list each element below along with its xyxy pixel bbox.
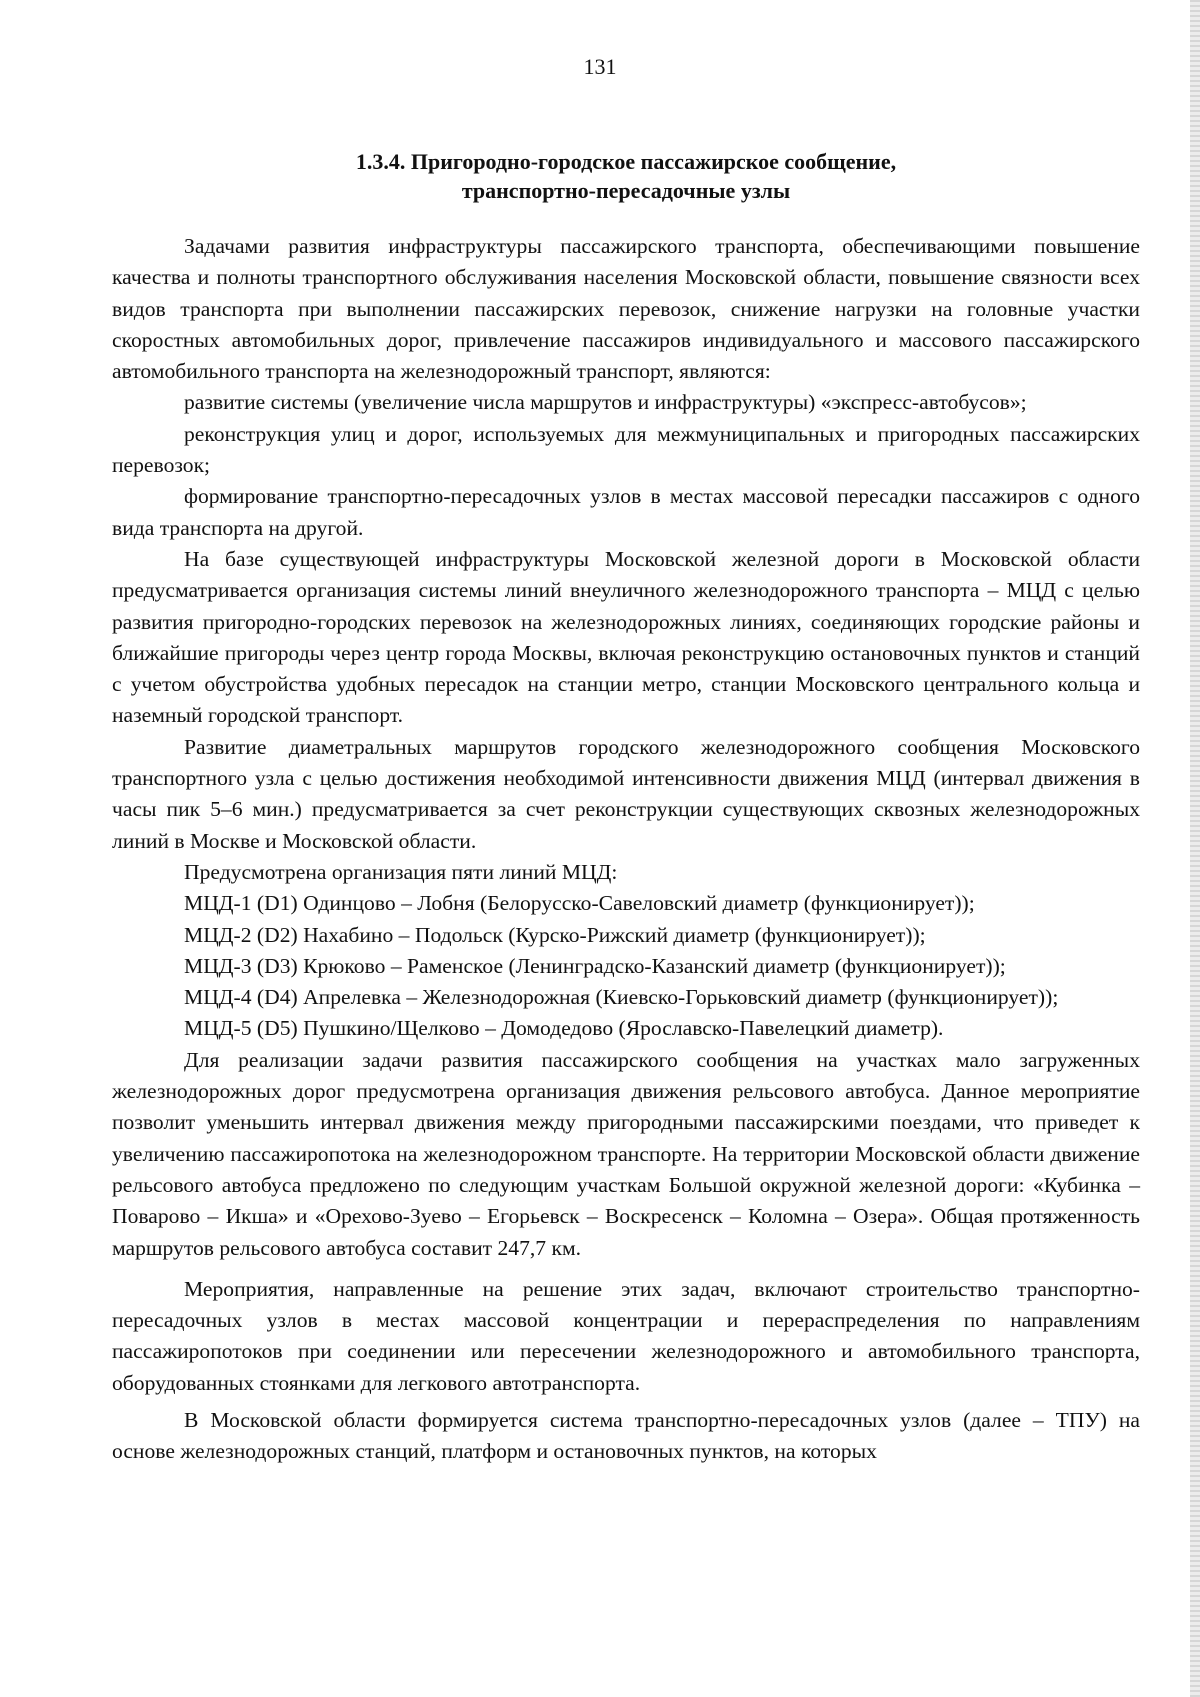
paragraph: Для реализации задачи развития пассажирского сообщения на участках мало загруженных железнодорожных дорог предусмотрена организация движения рельсового автобуса. Данное мероприятие позволит уменьшить интервал движения между пригородными пассажирскими поездами, что приведет к увеличению пассажиропотока на железнодорожном транспорте. На территории Московской области движение рельсового автобуса предложено по следующим участкам Большой окружной железной дороги: «Кубинка – Поварово – Икша» и «Орехово-Зуево – Егорьевск – Воскресенск – Коломна – Озера». Общая протяженность маршрутов рельсового автобуса составит 247,7 км.: [112, 1047, 1140, 1260]
list-item: МЦД-1 (D1) Одинцово – Лобня (Белорусско-Савеловский диаметр (функционирует));: [184, 891, 975, 916]
paragraph: На базе существующей инфраструктуры Московской железной дороги в Московской области предусматривается организация системы линий внеуличного железнодорожного транспорта – МЦД с целью развития пригородно-городских перевозок на железнодорожных линиях, соединяющих городские районы и ближайшие пригороды через центр города Москвы, включая реконструкцию остановочных пунктов и станций с учетом обустройства удобных пересадок на станции метро, станции Московского центрального кольца и наземный городской транспорт.: [112, 546, 1140, 728]
page-number: 131: [583, 54, 617, 79]
paragraph: Задачами развития инфраструктуры пассажирского транспорта, обеспечивающими повышение качества и полноты транспортного обслуживания населения Московской области, повышение связности всех видов транспорта при выполнении пассажирских перевозок, снижение нагрузки на головные участки скоростных автомобильных дорог, привлечение пассажиров индивидуального и массового пассажирского автомобильного транспорта на железнодорожный транспорт, являются:: [112, 234, 1140, 384]
section-heading-line-1: 1.3.4. Пригородно-городское пассажирское сообщение,: [355, 149, 897, 174]
list-item: МЦД-4 (D4) Апрелевка – Железнодорожная (Киевско-Горьковский диаметр (функционирует));: [184, 985, 1059, 1010]
list-item: МЦД-3 (D3) Крюково – Раменское (Ленинградско-Казанский диаметр (функционирует));: [184, 953, 1006, 978]
paragraph: В Московской области формируется система транспортно-пересадочных узлов (далее – ТПУ) на основе железнодорожных станций, платформ и остановочных пунктов, на которых: [112, 1407, 1140, 1464]
list-item: МЦД-5 (D5) Пушкино/Щелково – Домодедово (Ярославско-Павелецкий диаметр).: [184, 1016, 944, 1041]
paragraph: Предусмотрена организация пяти линий МЦД:: [184, 859, 618, 884]
scan-edge: [1190, 0, 1200, 1697]
list-item: формирование транспортно-пересадочных узлов в местах массовой пересадки пассажиров с одного вида транспорта на другой.: [112, 484, 1140, 540]
paragraph: Мероприятия, направленные на решение этих задач, включают строительство транспортно-пересадочных узлов в местах массовой концентрации и перераспределения по направлениям пассажиропотоков при соединении или пересечении железнодорожного и автомобильного транспорта, оборудованных стоянками для легкового автотранспорта.: [112, 1276, 1140, 1395]
section-heading-line-2: транспортно-пересадочные узлы: [461, 178, 791, 203]
body-text: [112, 231, 1140, 1468]
list-item: развитие системы (увеличение числа маршрутов и инфраструктуры) «экспресс-автобусов»;: [184, 390, 1027, 415]
list-item: реконструкция улиц и дорог, используемых для межмуниципальных и пригородных пассажирских перевозок;: [112, 421, 1140, 478]
list-item: МЦД-2 (D2) Нахабино – Подольск (Курско-Рижский диаметр (функционирует));: [184, 922, 926, 947]
paragraph: Развитие диаметральных маршрутов городского железнодорожного сообщения Московского транспортного узла с целью достижения необходимой интенсивности движения МЦД (интервал движения в часы пик 5–6 мин.) предусматривается за счет реконструкции существующих сквозных железнодорожных линий в Москве и Московской области.: [112, 734, 1140, 853]
section-heading: [112, 147, 1140, 205]
